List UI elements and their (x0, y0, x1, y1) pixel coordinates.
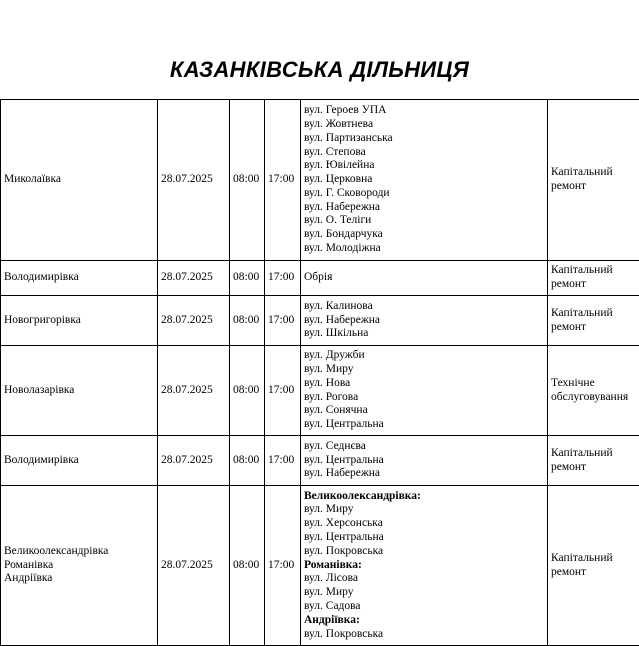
table-row (1, 261, 639, 296)
work-type-cell (548, 296, 639, 346)
end-time-cell: 17:00 (265, 100, 301, 261)
date-cell: 28.07.2025 (158, 346, 230, 436)
street-name: вул. Лісова (304, 572, 359, 585)
work-type-text: ремонт (551, 180, 587, 192)
work-type-cell (548, 261, 639, 296)
street-name: вул. Шкільна (304, 327, 369, 340)
street-name: вул. Партизанська (304, 131, 393, 144)
street-name: вул. Херсонська (304, 517, 383, 530)
street-name: вул. Набережна (304, 467, 381, 480)
date-cell: 28.07.2025 (158, 486, 230, 646)
street-name: вул. Миру (304, 586, 354, 599)
date-cell: 28.07.2025 (158, 261, 230, 296)
village-heading: Андріївка: (304, 613, 360, 626)
street-name: вул. Центральна (304, 453, 384, 466)
street-name: вул. Садова (304, 599, 361, 612)
street-name: вул. Молодіжна (304, 242, 381, 255)
street-name: вул. Сонячна (304, 404, 368, 417)
street-name: Обрія (304, 271, 333, 284)
work-type-text: обслуговування (551, 390, 629, 403)
street-name: вул. Калинова (304, 299, 373, 312)
street-name: вул. Героев УПА (304, 104, 387, 117)
street-name: вул. Дружби (304, 349, 365, 362)
start-time-cell: 08:00 (230, 261, 265, 296)
settlement-cell (1, 100, 158, 261)
street-name: вул. Центральна (304, 418, 384, 431)
work-type-text: Капітальний (551, 551, 613, 564)
end-time-cell: 17:00 (265, 296, 301, 346)
street-name: вул. Миру (304, 503, 354, 516)
street-name: вул. Жовтнева (304, 117, 374, 130)
settlement-name: Новогригорівка (4, 313, 81, 326)
end-time-cell: 17:00 (265, 436, 301, 486)
work-type-text: ремонт (551, 320, 587, 333)
work-type-text: Капітальний (551, 264, 613, 277)
streets-cell (301, 346, 548, 436)
start-time-cell: 08:00 (230, 486, 265, 646)
date-cell: 28.07.2025 (158, 436, 230, 486)
work-type-cell (548, 486, 639, 646)
street-name: вул. Набережна (304, 200, 381, 213)
date-cell: 28.07.2025 (158, 100, 230, 261)
work-type-text: Капітальний (551, 306, 613, 319)
settlement-cell (1, 486, 158, 646)
end-time-cell: 17:00 (265, 486, 301, 646)
street-name: вул. Ювілейна (304, 159, 375, 172)
table-row (1, 296, 639, 346)
village-heading: Великоолександрівка: (304, 489, 421, 502)
street-name: вул. Седнєва (304, 439, 366, 452)
street-name: вул. Нова (304, 376, 351, 389)
work-type-text: ремонт (551, 565, 587, 578)
work-type-text: ремонт (551, 278, 587, 290)
settlement-cell (1, 436, 158, 486)
settlement-name: Володимирівка (4, 453, 79, 466)
table-row (1, 436, 639, 486)
settlement-name: Андріївка (4, 572, 53, 585)
street-name: вул. Г. Сковороди (304, 186, 390, 199)
work-type-text: Капітальний (551, 446, 613, 459)
page-title: КАЗАНКІВСЬКА ДІЛЬНИЦЯ (169, 57, 470, 82)
outage-schedule-table (0, 99, 639, 646)
work-type-text: Технічне (551, 376, 595, 389)
start-time-cell: 08:00 (230, 296, 265, 346)
work-type-text: ремонт (551, 460, 587, 473)
date-cell: 28.07.2025 (158, 296, 230, 346)
settlement-cell (1, 346, 158, 436)
table-row (1, 346, 639, 436)
street-name: вул. Набережна (304, 313, 381, 326)
work-type-text: Капітальний (551, 166, 613, 179)
street-name: вул. Центральна (304, 531, 384, 543)
street-name: вул. Покровська (304, 544, 384, 557)
street-name: вул. Степова (304, 145, 366, 158)
settlement-name: Володимирівка (4, 271, 79, 284)
end-time-cell: 17:00 (265, 261, 301, 296)
start-time-cell: 08:00 (230, 346, 265, 436)
schedule-body (1, 100, 639, 646)
village-heading: Романівка: (304, 558, 362, 571)
street-name: вул. Рогова (304, 390, 359, 403)
street-name: вул. О. Теліги (304, 214, 372, 227)
settlement-name: Романівка (4, 558, 54, 571)
street-name: вул. Покровська (304, 627, 384, 640)
table-row (1, 486, 639, 646)
streets-cell (301, 261, 548, 296)
settlement-name: Новолазарівка (4, 383, 75, 396)
settlement-cell (1, 296, 158, 346)
table-row (1, 100, 639, 261)
settlement-cell (1, 261, 158, 296)
start-time-cell: 08:00 (230, 436, 265, 486)
work-type-cell (548, 346, 639, 436)
street-name: вул. Миру (304, 362, 354, 375)
settlement-name: Великоолександрівка (4, 544, 109, 557)
street-name: вул. Церковна (304, 173, 373, 186)
streets-cell (301, 296, 548, 346)
start-time-cell: 08:00 (230, 100, 265, 261)
settlement-name: Миколаївка (4, 173, 61, 186)
work-type-cell (548, 436, 639, 486)
end-time-cell: 17:00 (265, 346, 301, 436)
streets-cell (301, 100, 548, 261)
streets-cell (301, 486, 548, 646)
street-name: вул. Бондарчука (304, 228, 383, 241)
streets-cell (301, 436, 548, 486)
work-type-cell (548, 100, 639, 261)
